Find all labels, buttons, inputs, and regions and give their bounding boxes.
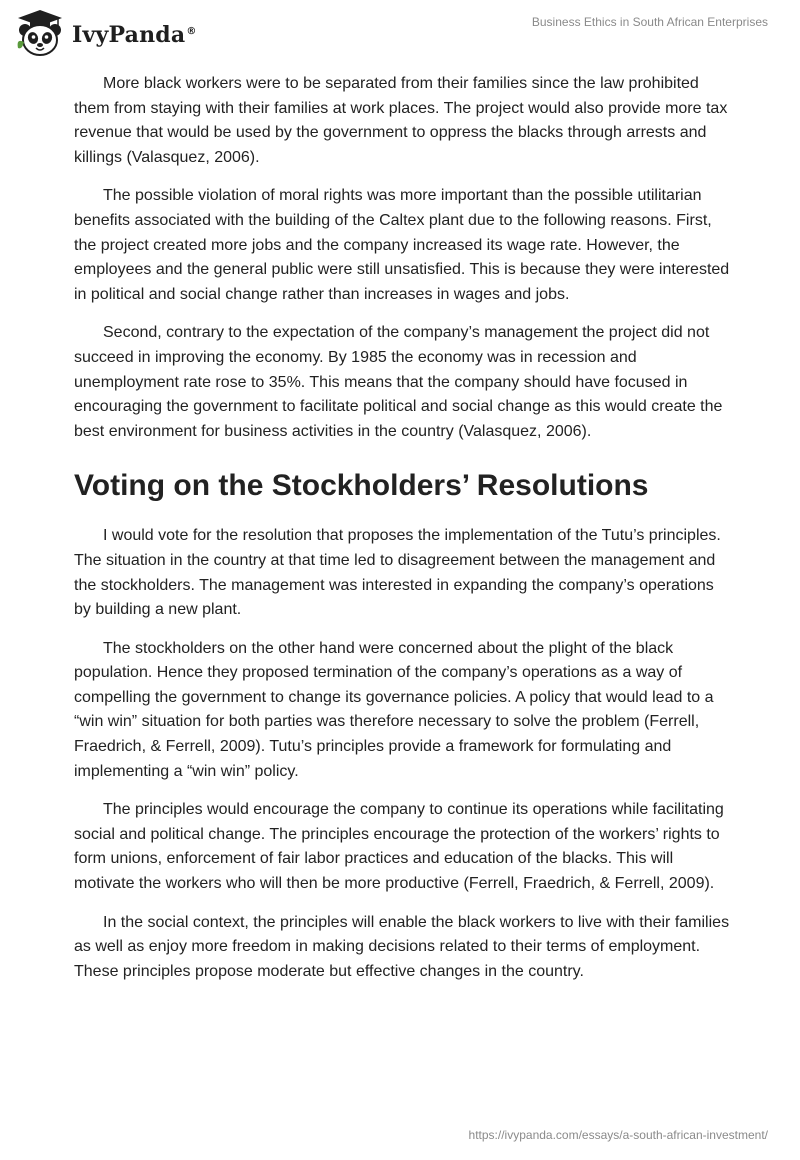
brand-name: IvyPanda® [72, 22, 197, 48]
document-title: Business Ethics in South African Enterprises [531, 15, 768, 29]
essay-content [74, 72, 730, 998]
paragraph: Second, contrary to the expectation of the company’s management the project did not succeed in improving the economy. By 1985 the economy was in recession and unemployment rate rose to 35%. This means that the company should have focused in encouraging the government to facilitate political and social change as this would create the best environment for business activities in the country (Valasquez, 2006). [74, 324, 723, 440]
paragraph: I would vote for the resolution that proposes the implementation of the Tutu’s principles. The situation in the country at that time led to disagreement between the management and the stockholders. The management was interested in expanding the company’s operations by building a new plant. [74, 527, 721, 619]
paragraph: The principles would encourage the company to continue its operations while facilitating social and political change. The principles encourage the protection of the workers’ rights to form unions, enforcement of fair labor practices and education of the blacks. This will motivate the workers who will then be more productive (Ferrell, Fraedrich, & Ferrell, 2009). [74, 801, 724, 893]
paragraph: More black workers were to be separated from their families since the law prohibited them from staying with their families at work places. The project would also provide more tax revenue that would be used by the government to oppress the blacks through arrests and killings (Valasquez, 2006). [74, 75, 728, 166]
paragraph: The stockholders on the other hand were concerned about the plight of the black population. Hence they proposed termination of the company’s operations as a way of compelling the government to change its governance policies. A policy that would lead to a “win win” situation for both parties was therefore necessary to solve the problem (Ferrell, Fraedrich, & Ferrell, 2009). Tutu’s principles provide a framework for formulating and implementing a “win win” policy. [74, 639, 714, 780]
brand-logo[interactable] [14, 8, 197, 58]
paragraph: The possible violation of moral rights was more important than the possible utilitarian benefits associated with the building of the Caltex plant due to the following reasons. First, the project created more jobs and the company increased its wage rate. However, the employees and the general public were still unsatisfied. This is because they were interested in political and social change rather than increases in wages and jobs. [74, 187, 730, 303]
panda-logo-icon [14, 8, 66, 58]
registered-mark: ® [186, 25, 197, 37]
page-header [0, 0, 800, 70]
paragraph: In the social context, the principles will enable the black workers to live with their families as well as enjoy more freedom in making decisions related to their terms of employment. These principles propose moderate but effective changes in the country. [74, 913, 730, 980]
source-url-link[interactable]: https://ivypanda.com/essays/a-south-african-investment/ [468, 1128, 768, 1142]
section-heading: Voting on the Stockholders’ Resolutions [74, 469, 649, 503]
